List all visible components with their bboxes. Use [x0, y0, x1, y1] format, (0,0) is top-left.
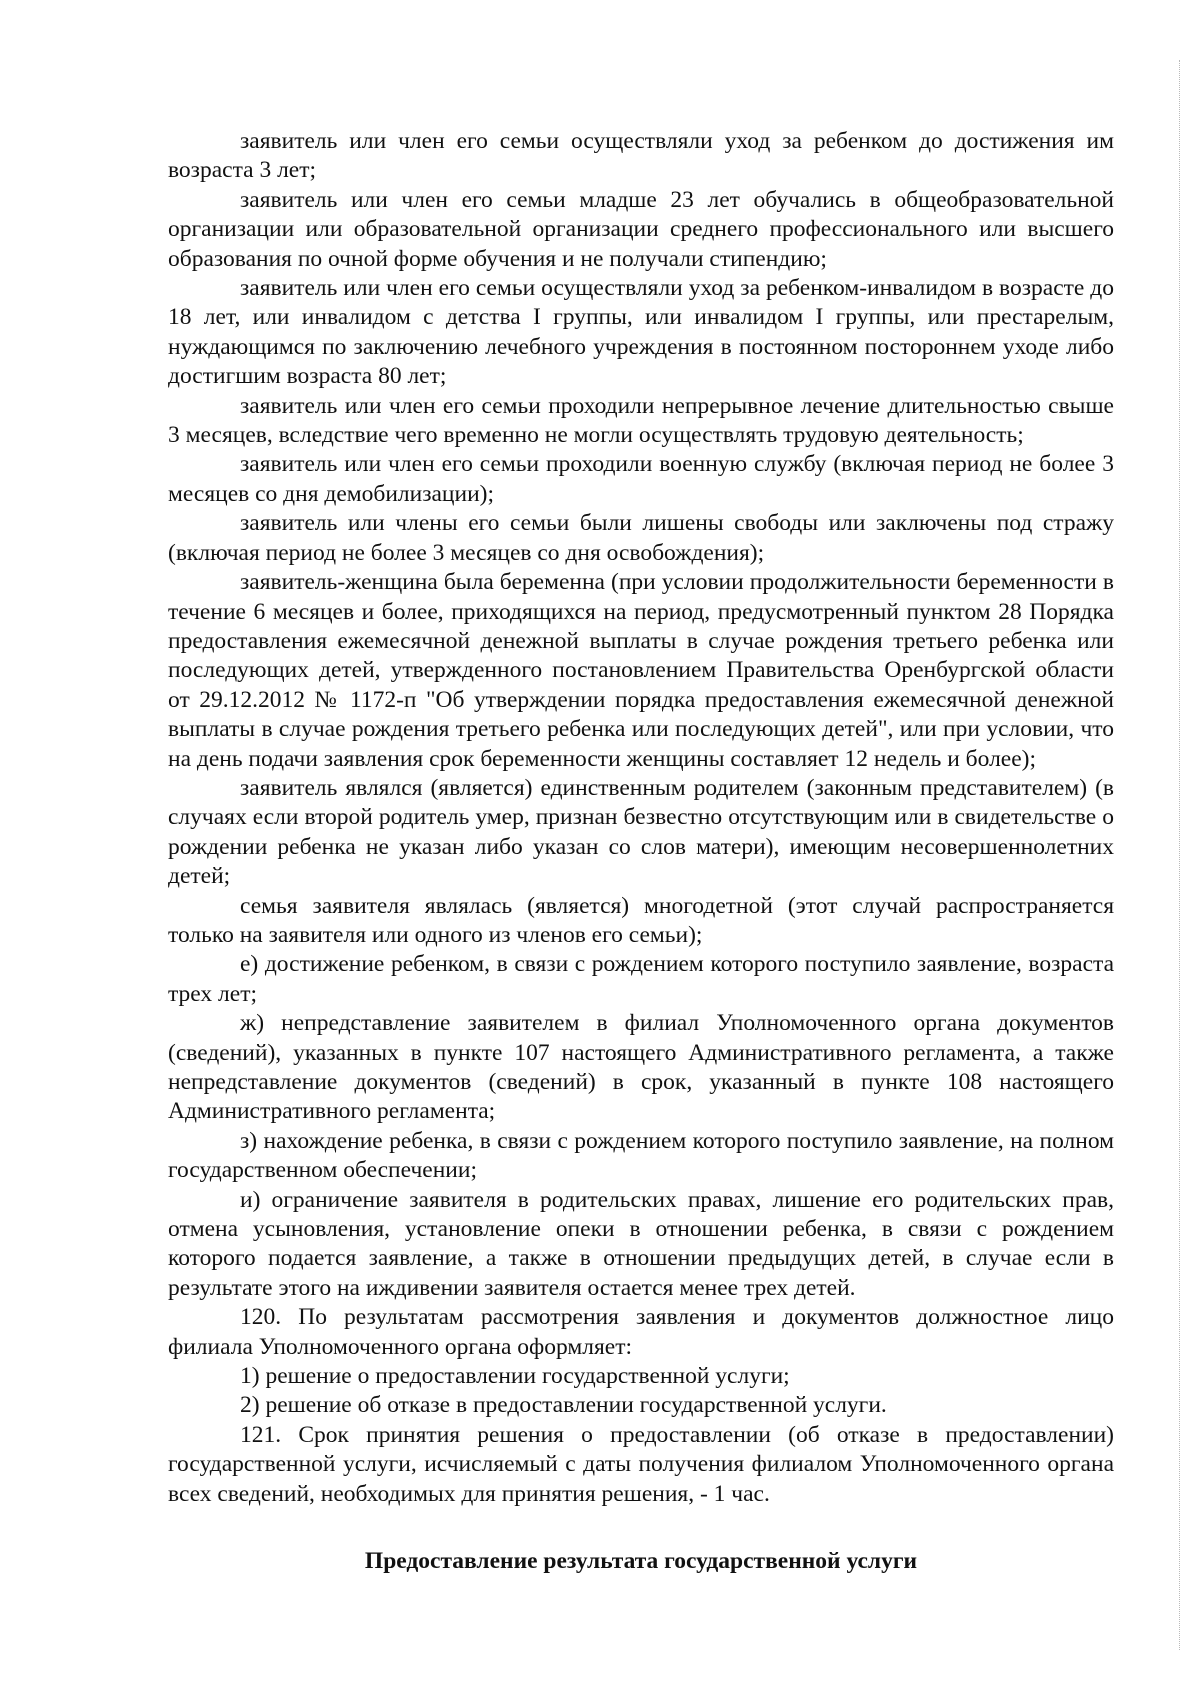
paragraph-item-e: е) достижение ребенком, в связи с рождением которого поступило заявление, возраста трех лет; [168, 951, 1114, 1007]
paragraph-item-z: з) нахождение ребенка, в связи с рождением которого поступило заявление, на полном государственном обеспечении; [168, 1127, 1114, 1184]
section-heading: Предоставление результата государственной услуги [364, 1548, 918, 1575]
paragraph-care-child-under-3: заявитель или член его семьи осуществляли уход за ребенком до достижения им возраста 3 лет; [168, 128, 1114, 184]
paragraph-care-disabled: заявитель или член его семьи осуществляли уход за ребенком-инвалидом в возрасте до 18 лет, или инвалидом с детства I группы, или инвалидом I группы, или престарелым, нуждающимся по заключению лечебного учреждения в постоянном постороннем уходе либо достигшим возраста 80 лет; [168, 275, 1114, 390]
scan-edge-line [1179, 60, 1180, 1650]
paragraph-item-i: и) ограничение заявителя в родительских правах, лишение его родительских прав, отмена усыновления, установление опеки в отношении ребенка, в связи с рождением которого подается заявление, а также в отношении предыдущих детей, в случае если в результате этого на иждивении заявителя остается менее трех детей. [168, 1186, 1114, 1301]
document-body [168, 127, 1114, 1577]
paragraph-military-service: заявитель или член его семьи проходили военную службу (включая период не более 3 месяцев со дня демобилизации); [168, 451, 1114, 507]
paragraph-pregnancy: заявитель-женщина была беременна (при условии продолжительности беременности в течение 6 месяцев и более, приходящихся на период, предусмотренный пунктом 28 Порядка предоставления ежемесячной денежной выплаты в случае рождения третьего ребенка или последующих детей, утвержденного постановлением Правительства Оренбургской области от 29.12.2012 № 1172-п "Об утверждении порядка предоставления ежемесячной денежной выплаты в случае рождения третьего ребенка или последующих детей", или при условии, что на день подачи заявления срок беременности женщины составляет 12 недель и более); [168, 569, 1114, 772]
paragraph-medical-treatment: заявитель или член его семьи проходили непрерывное лечение длительностью свыше 3 месяцев, вследствие чего временно не могли осуществлять трудовую деятельность; [168, 392, 1114, 449]
paragraph-large-family: семья заявителя являлась (является) многодетной (этот случай распространяется только на заявителя или одного из членов его семьи); [168, 892, 1114, 948]
paragraph-full-time-study: заявитель или член его семьи младше 23 лет обучались в общеобразовательной организации или образовательной организации среднего профессионального или высшего образования по очной форме обучения и не получали стипендию; [168, 186, 1114, 272]
paragraph-imprisonment: заявитель или члены его семьи были лишены свободы или заключены под стражу (включая период не более 3 месяцев со дня освобождения); [168, 510, 1114, 566]
paragraph-single-parent: заявитель являлся (является) единственным родителем (законным представителем) (в случаях если второй родитель умер, признан безвестно отсутствующим или в свидетельстве о рождении ребенка не указан либо указан со слов матери), имеющим несовершеннолетних детей; [168, 774, 1114, 890]
paragraph-item-zh: ж) непредставление заявителем в филиал Уполномоченного органа документов (сведений), указанных в пункте 107 настоящего Административного регламента, а также непредставление документов (сведений) в срок, указанный в пункте 108 настоящего Административного регламента; [168, 1010, 1114, 1125]
paragraph-decision-grant: 1) решение о предоставлении государственной услуги; [240, 1363, 790, 1390]
paragraph-clause-120: 120. По результатам рассмотрения заявления и документов должностное лицо филиала Уполномоченного органа оформляет: [168, 1304, 1114, 1360]
paragraph-decision-refusal: 2) решение об отказе в предоставлении государственной услуги. [240, 1392, 887, 1419]
paragraph-clause-121: 121. Срок принятия решения о предоставлении (об отказе в предоставлении) государственной услуги, исчисляемый с даты получения филиалом Уполномоченного органа всех сведений, необходимых для принятия решения, - 1 час. [168, 1421, 1114, 1507]
